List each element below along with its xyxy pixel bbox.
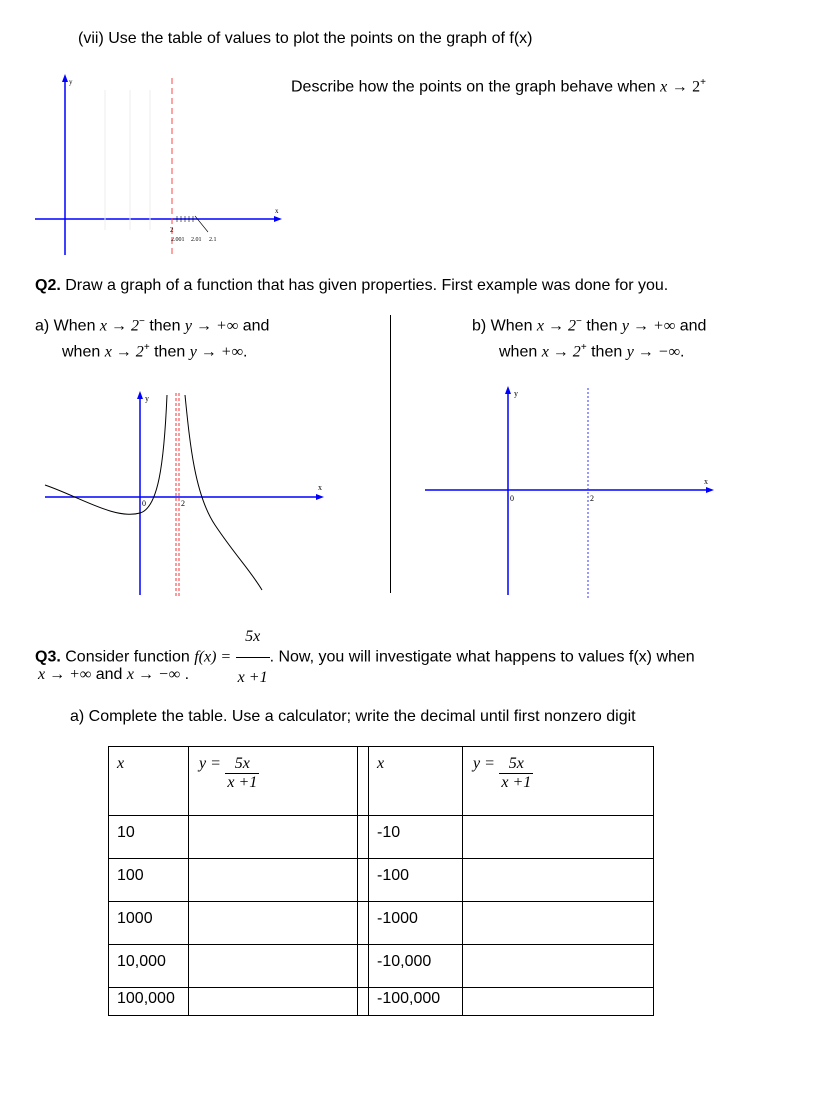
y-axis-arrow-icon [505, 386, 511, 394]
mark-2-label: 2 [590, 494, 594, 503]
y-axis-arrow-icon [62, 74, 68, 82]
table-row [109, 902, 654, 945]
cell-y-left[interactable] [189, 859, 358, 902]
table-row [109, 816, 654, 859]
header-y-left: y = $\frac{5x}{x +1}$ [189, 747, 358, 816]
cell-x-left: 100,000 [109, 988, 189, 1016]
cell-y-left[interactable] [189, 988, 358, 1016]
y-axis-arrow-icon [137, 391, 143, 399]
x-axis-label: x [704, 477, 708, 486]
curve-right [185, 395, 262, 590]
tick-201: 2.01 [191, 237, 202, 243]
graph-q2b[interactable] [420, 380, 730, 600]
describe-question: Describe how the points on the graph behave when x → 2+ [291, 77, 706, 96]
origin-label: 0 [510, 494, 514, 503]
q2a-line1: a) When x → 2− then y → +∞ and [35, 316, 270, 335]
origin-label: 0 [142, 499, 146, 508]
cell-x-right: -10,000 [369, 945, 463, 988]
y-axis-label: y [514, 389, 518, 398]
cell-x-left: 100 [109, 859, 189, 902]
q2b-line1: b) When x → 2− then y → +∞ and [472, 316, 707, 335]
tick-2: 2 [170, 226, 174, 234]
header-y-right: y = $\frac{5x}{x +1}$ [463, 747, 654, 816]
q3-fraction: $\frac{5x}{x +1}$ [236, 617, 270, 698]
column-gap [358, 747, 369, 816]
cell-y-left[interactable] [189, 945, 358, 988]
cell-x-left: 10,000 [109, 945, 189, 988]
header-x-left: x [109, 747, 189, 816]
q2a-line2: when x → 2+ then y → +∞. [62, 342, 248, 361]
values-table [108, 746, 654, 1016]
q3-part-a: a) Complete the table. Use a calculator; write the decimal until first nonzero digit [70, 708, 636, 725]
cell-y-right[interactable] [463, 902, 654, 945]
cell-y-left[interactable] [189, 902, 358, 945]
x-axis-arrow-icon [274, 216, 282, 222]
cell-x-right: -100 [369, 859, 463, 902]
cell-y-right[interactable] [463, 988, 654, 1016]
cell-y-right[interactable] [463, 945, 654, 988]
tick-2001: 2.001 [171, 237, 185, 243]
mark-2-label: 2 [181, 499, 185, 508]
q2b-line2: when x → 2+ then y → −∞. [499, 342, 685, 361]
part-vii-instruction: (vii) Use the table of values to plot the points on the graph of f(x) [78, 30, 533, 47]
cell-x-right: -100,000 [369, 988, 463, 1016]
cell-y-right[interactable] [463, 859, 654, 902]
tick-21: 2.1 [209, 237, 217, 243]
cell-x-left: 10 [109, 816, 189, 859]
cell-x-right: -10 [369, 816, 463, 859]
graph-q2a[interactable] [40, 385, 340, 600]
table-header-row [109, 747, 654, 816]
x-axis-arrow-icon [706, 487, 714, 493]
q3-line2: x → +∞ and x → −∞ . [38, 666, 190, 683]
x-axis-arrow-icon [316, 494, 324, 500]
y-axis-label: y [145, 394, 149, 403]
cell-x-right: -1000 [369, 902, 463, 945]
cell-y-right[interactable] [463, 816, 654, 859]
header-x-right: x [369, 747, 463, 816]
graph-vii[interactable] [30, 70, 290, 260]
q3-heading: Q3. Consider function f(x) = $\frac{5x}{x +1}$ . Now, you will investigate what happens to values f(x) when [35, 617, 695, 698]
y-axis-label: y [69, 78, 73, 86]
x-axis-label: x [318, 483, 322, 492]
table-row [109, 945, 654, 988]
q2-heading: Q2. Draw a graph of a function that has given properties. First example was done for you. [35, 277, 669, 294]
table-row [109, 988, 654, 1016]
divider [390, 315, 391, 593]
cell-x-left: 1000 [109, 902, 189, 945]
x-axis-label: x [275, 207, 279, 215]
table-row [109, 859, 654, 902]
cell-y-left[interactable] [189, 816, 358, 859]
